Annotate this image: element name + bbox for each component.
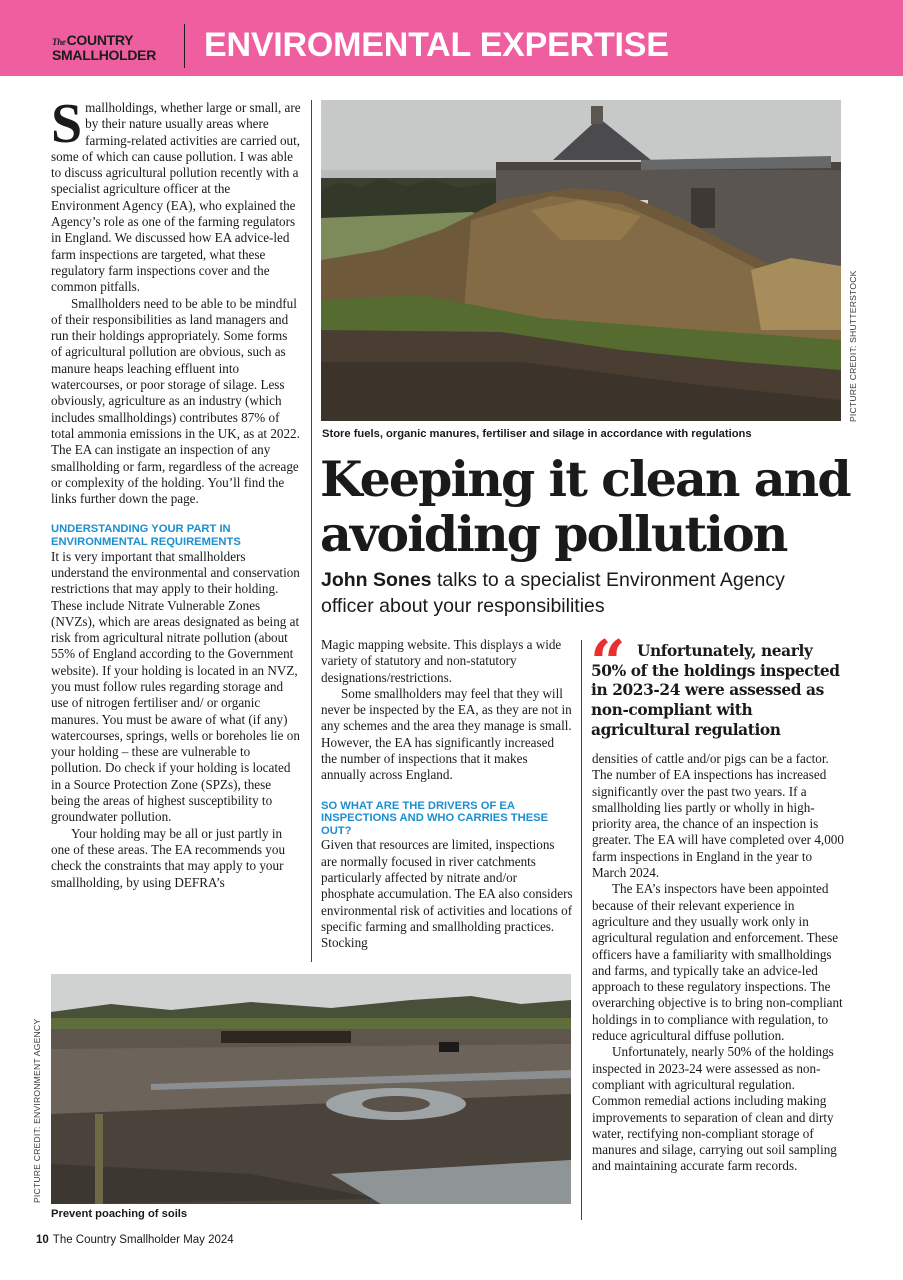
body-paragraph: Smallholders need to be able to be mindful of their responsibilities as land managers and run their holdings appropriately. Some forms of agricultural pollution are obvious, such as manure heaps leaching effluent into watercourses, or poor storage of silage. Less obviously, agriculture as an industry (which includes smallholdings) contributes 87% of total ammonia emissions in the UK, as at 2022. The EA can instigate an inspection of any smallholding or farm, regardless of the acreage or complexity of the holding. You’ll find the links further down the page. [51,295,300,507]
pull-quote: Unfortunately, nearly 50% of the holdings inspected in 2023-24 were assessed as non-compliant with agricultural regulation [591,642,840,739]
standfirst [321,567,821,619]
photo-credit-bottom: PICTURE CREDIT: ENVIRONMENT AGENCY [32,1018,42,1203]
footer-magazine: The Country Smallholder [52,1234,180,1246]
body-paragraph: Some smallholders may feel that they will never be inspected by the EA, as they are not in any schemes and the area they manage is small. However, the EA has significantly increased the number of inspections that it makes annually across England. [321,685,572,783]
footer-issue: May 2024 [183,1234,234,1246]
article-column-2 [321,637,573,952]
column-rule [581,640,582,1220]
magazine-logo [52,34,156,62]
body-paragraph: densities of cattle and/or pigs can be a factor. The number of EA inspections has increased significantly over the past two years. If a smallholding lies partly or wholly in high-priority area, the chance of an inspection is greater. The EA will have completed over 4,000 farm inspections in England in the year to March 2024. [592,751,844,881]
subheading-understanding: UNDERSTANDING YOUR PART IN ENVIRONMENTAL REQUIREMENTS [51,523,241,549]
manure-heap-photo [321,100,841,421]
page-footer [36,1234,234,1246]
intro-paragraph [51,93,301,296]
column-rule [311,100,312,962]
page-number: 10 [36,1234,49,1246]
body-paragraph: It is very important that smallholders understand the environmental and conservation restrictions that may apply to their holding. These include Nitrate Vulnerable Zones (NVZs), which are areas designated as being at risk from agricultural nitrate pollution (about 55% of England according to the Government website). If your holding is located in an NVZ, you must follow rules regarding storage and use of nitrogen fertiliser and/ or organic manures. You must be aware of what (if any) watercourses, springs, wells or boreholes lie on your holding – these are vulnerable to pollution. Do check if your holding is located in a Source Protection Zone (SPZs), these being the areas of highest susceptibility to groundwater pollution. [51,548,300,825]
logo-the: The [52,37,66,47]
logo-line-1: COUNTRY [66,32,134,48]
body-paragraph: Given that resources are limited, inspections are normally focused in river catchments particularly affected by nitrate and/or phosphate accumulation. The EA also considers environmental risk of activities and locations of specific farming and smallholding practices. Stocking [321,837,573,951]
header-banner [0,0,903,76]
body-paragraph: Magic mapping website. This displays a wide variety of statutory and non-statutory designations/restrictions. [321,637,562,685]
article-column-3 [592,751,844,1175]
intro-paragraph-text: mallholdings, whether large or small, are by their nature usually areas where farming-related activities are carried out, some of which can cause pollution. I was able to discuss agricultural pollution recently with a specialist agriculture officer at the Environment Agency (EA), who explained the Agency’s role as one of the farming regulators in England. We discussed how EA advice-led farm inspections are targeted, what these regulatory farm inspections cover and the common pitfalls. [51,100,301,295]
article-headline: Keeping it clean and avoiding pollution [320,450,850,563]
body-paragraph: Unfortunately, nearly 50% of the holdings inspected in 2023-24 were assessed as non-compliant with agricultural regulation. Common remedial actions including making improvements to separation of clean and dirty water, rectifying non-compliant storage of manures and silage, carrying out soil sampling and maintaining accurate farm records. [592,1044,837,1174]
poached-field-photo [51,974,571,1204]
section-title: ENVIROMENTAL EXPERTISE [204,26,669,64]
subheading-drivers: SO WHAT ARE THE DRIVERS OF EA INSPECTIONS AND WHO CARRIES THESE OUT? [321,799,549,837]
photo-credit-top: PICTURE CREDIT: SHUTTERSTOCK [848,270,858,422]
quote-mark-icon: “ [590,626,626,699]
photo-caption-bottom: Prevent poaching of soils [51,1208,188,1220]
author-name: John Sones [321,569,432,591]
logo-line-2: SMALLHOLDER [52,47,157,63]
standfirst-text: talks to a specialist Environment Agency officer about your responsibilities [321,569,785,617]
header-divider [184,24,185,68]
body-paragraph: The EA’s inspectors have been appointed because of their relevant experience in agriculture and they usually work only in agricultural regulation and enforcement. These officers have a familiarity with smallholdings and farms, and typically take an advice-led approach to these regulatory inspections. The overarching objective is to bring non-compliant holdings in to compliance with regulation, to reduce agricultural diffuse pollution. [592,881,843,1044]
article-column-1 [51,93,301,891]
photo-caption-top: Store fuels, organic manures, fertiliser and silage in accordance with regulations [322,428,752,440]
drop-cap: S [51,93,83,155]
body-paragraph: Your holding may be all or just partly in one of these areas. The EA recommends you check the constraints that may apply to your smallholding, by using DEFRA’s [51,825,286,890]
